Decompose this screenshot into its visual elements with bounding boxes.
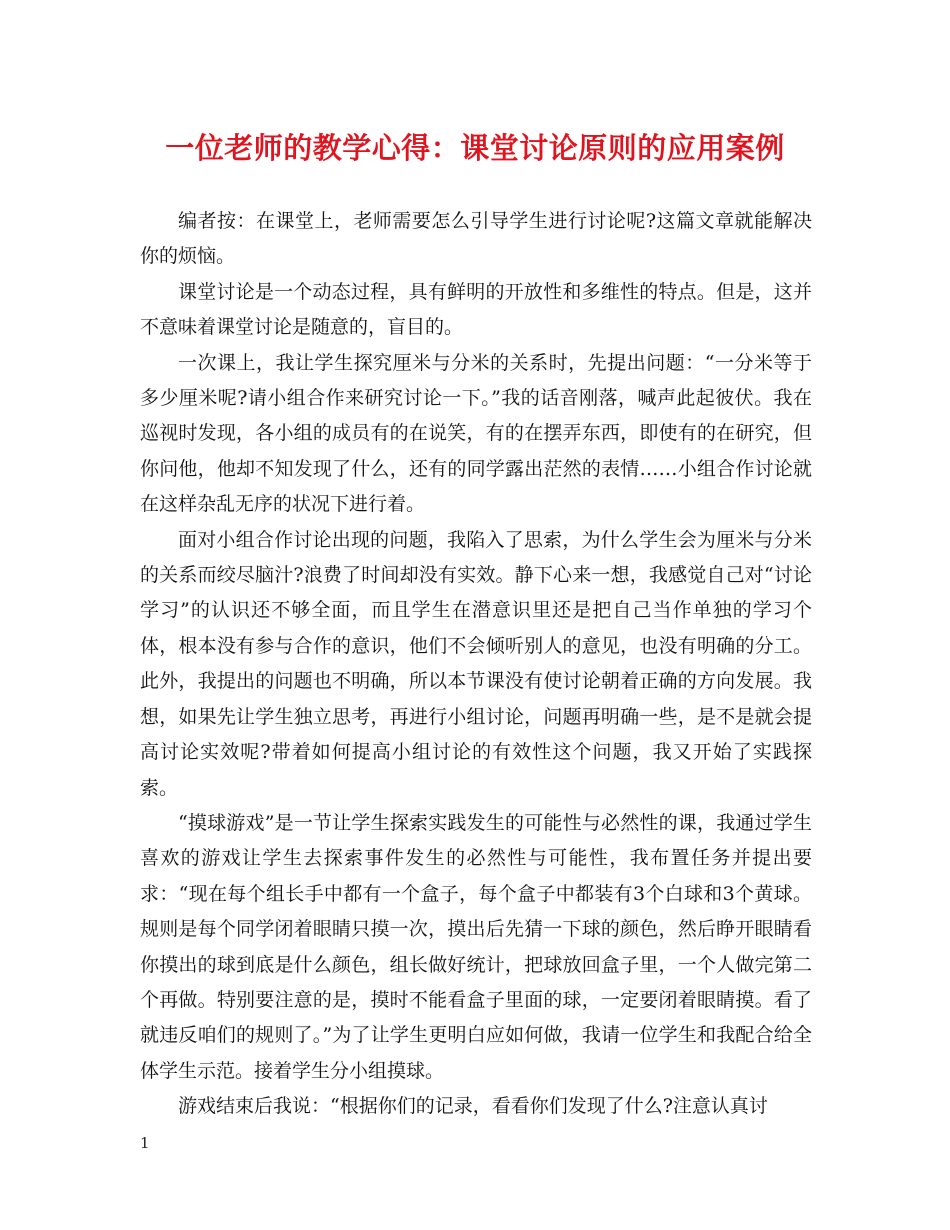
paragraph-intro: 课堂讨论是一个动态过程，具有鲜明的开放性和多维性的特点。但是，这并不意味着课堂讨论是随意的，盲目的。 [140, 280, 812, 339]
paragraph-reflection: 面对小组合作讨论出现的问题，我陷入了思索，为什么学生会为厘米与分米的关系而绞尽脑汁?浪费了时间却没有实效。静下心来一想，我感觉自己对“讨论学习”的认识还不够全面，而且学生在潜意识里还是把自己当作单独的学习个体，根本没有参与合作的意识，他们不会倾听别人的意见，也没有明确的分工。此外，我提出的问题也不明确，所以本节课没有使讨论朝着正确的方向发展。我想，如果先让学生独立思考，再进行小组讨论，问题再明确一些，是不是就会提高讨论实效呢?带着如何提高小组讨论的有效性这个问题，我又开始了实践探索。 [140, 528, 812, 799]
paragraph-after-game: 游戏结束后我说：“根据你们的记录，看看你们发现了什么?注意认真讨 [178, 1095, 768, 1118]
paragraph-editor-note: 编者按：在课堂上，老师需要怎么引导学生进行讨论呢?这篇文章就能解决你的烦恼。 [140, 210, 812, 268]
paragraph-lesson-example: 一次课上，我让学生探究厘米与分米的关系时，先提出问题：“一分米等于多少厘米呢?请小组合作来研究讨论一下。”我的话音刚落，喊声此起彼伏。我在巡视时发现，各小组的成员有的在说笑，有的在摆弄东西，即使有的在研究，但你问他，他却不知发现了什么，还有的同学露出茫然的表情……小组合作讨论就在这样杂乱无序的状况下进行着。 [140, 351, 812, 516]
document-title: 一位老师的教学心得：课堂讨论原则的应用案例 [165, 131, 785, 165]
document-body [140, 204, 812, 1125]
page-number: 1 [140, 1134, 150, 1152]
paragraph-ball-game: “摸球游戏”是一节让学生探索实践发生的可能性与必然性的课，我通过学生喜欢的游戏让学生去探索事件发生的必然性与可能性，我布置任务并提出要求：“现在每个组长手中都有一个盒子，每个盒子中都装有3个白球和3个黄球。规则是每个同学闭着眼睛只摸一次，摸出后先猜一下球的颜色，然后睁开眼睛看你摸出的球到底是什么颜色，组长做好统计，把球放回盒子里，一个人做完第二个再做。特别要注意的是，摸时不能看盒子里面的球，一定要闭着眼睛摸。看了就违反咱们的规则了。”为了让学生更明白应如何做，我请一位学生和我配合给全体学生示范。接着学生分小组摸球。 [140, 811, 812, 1082]
